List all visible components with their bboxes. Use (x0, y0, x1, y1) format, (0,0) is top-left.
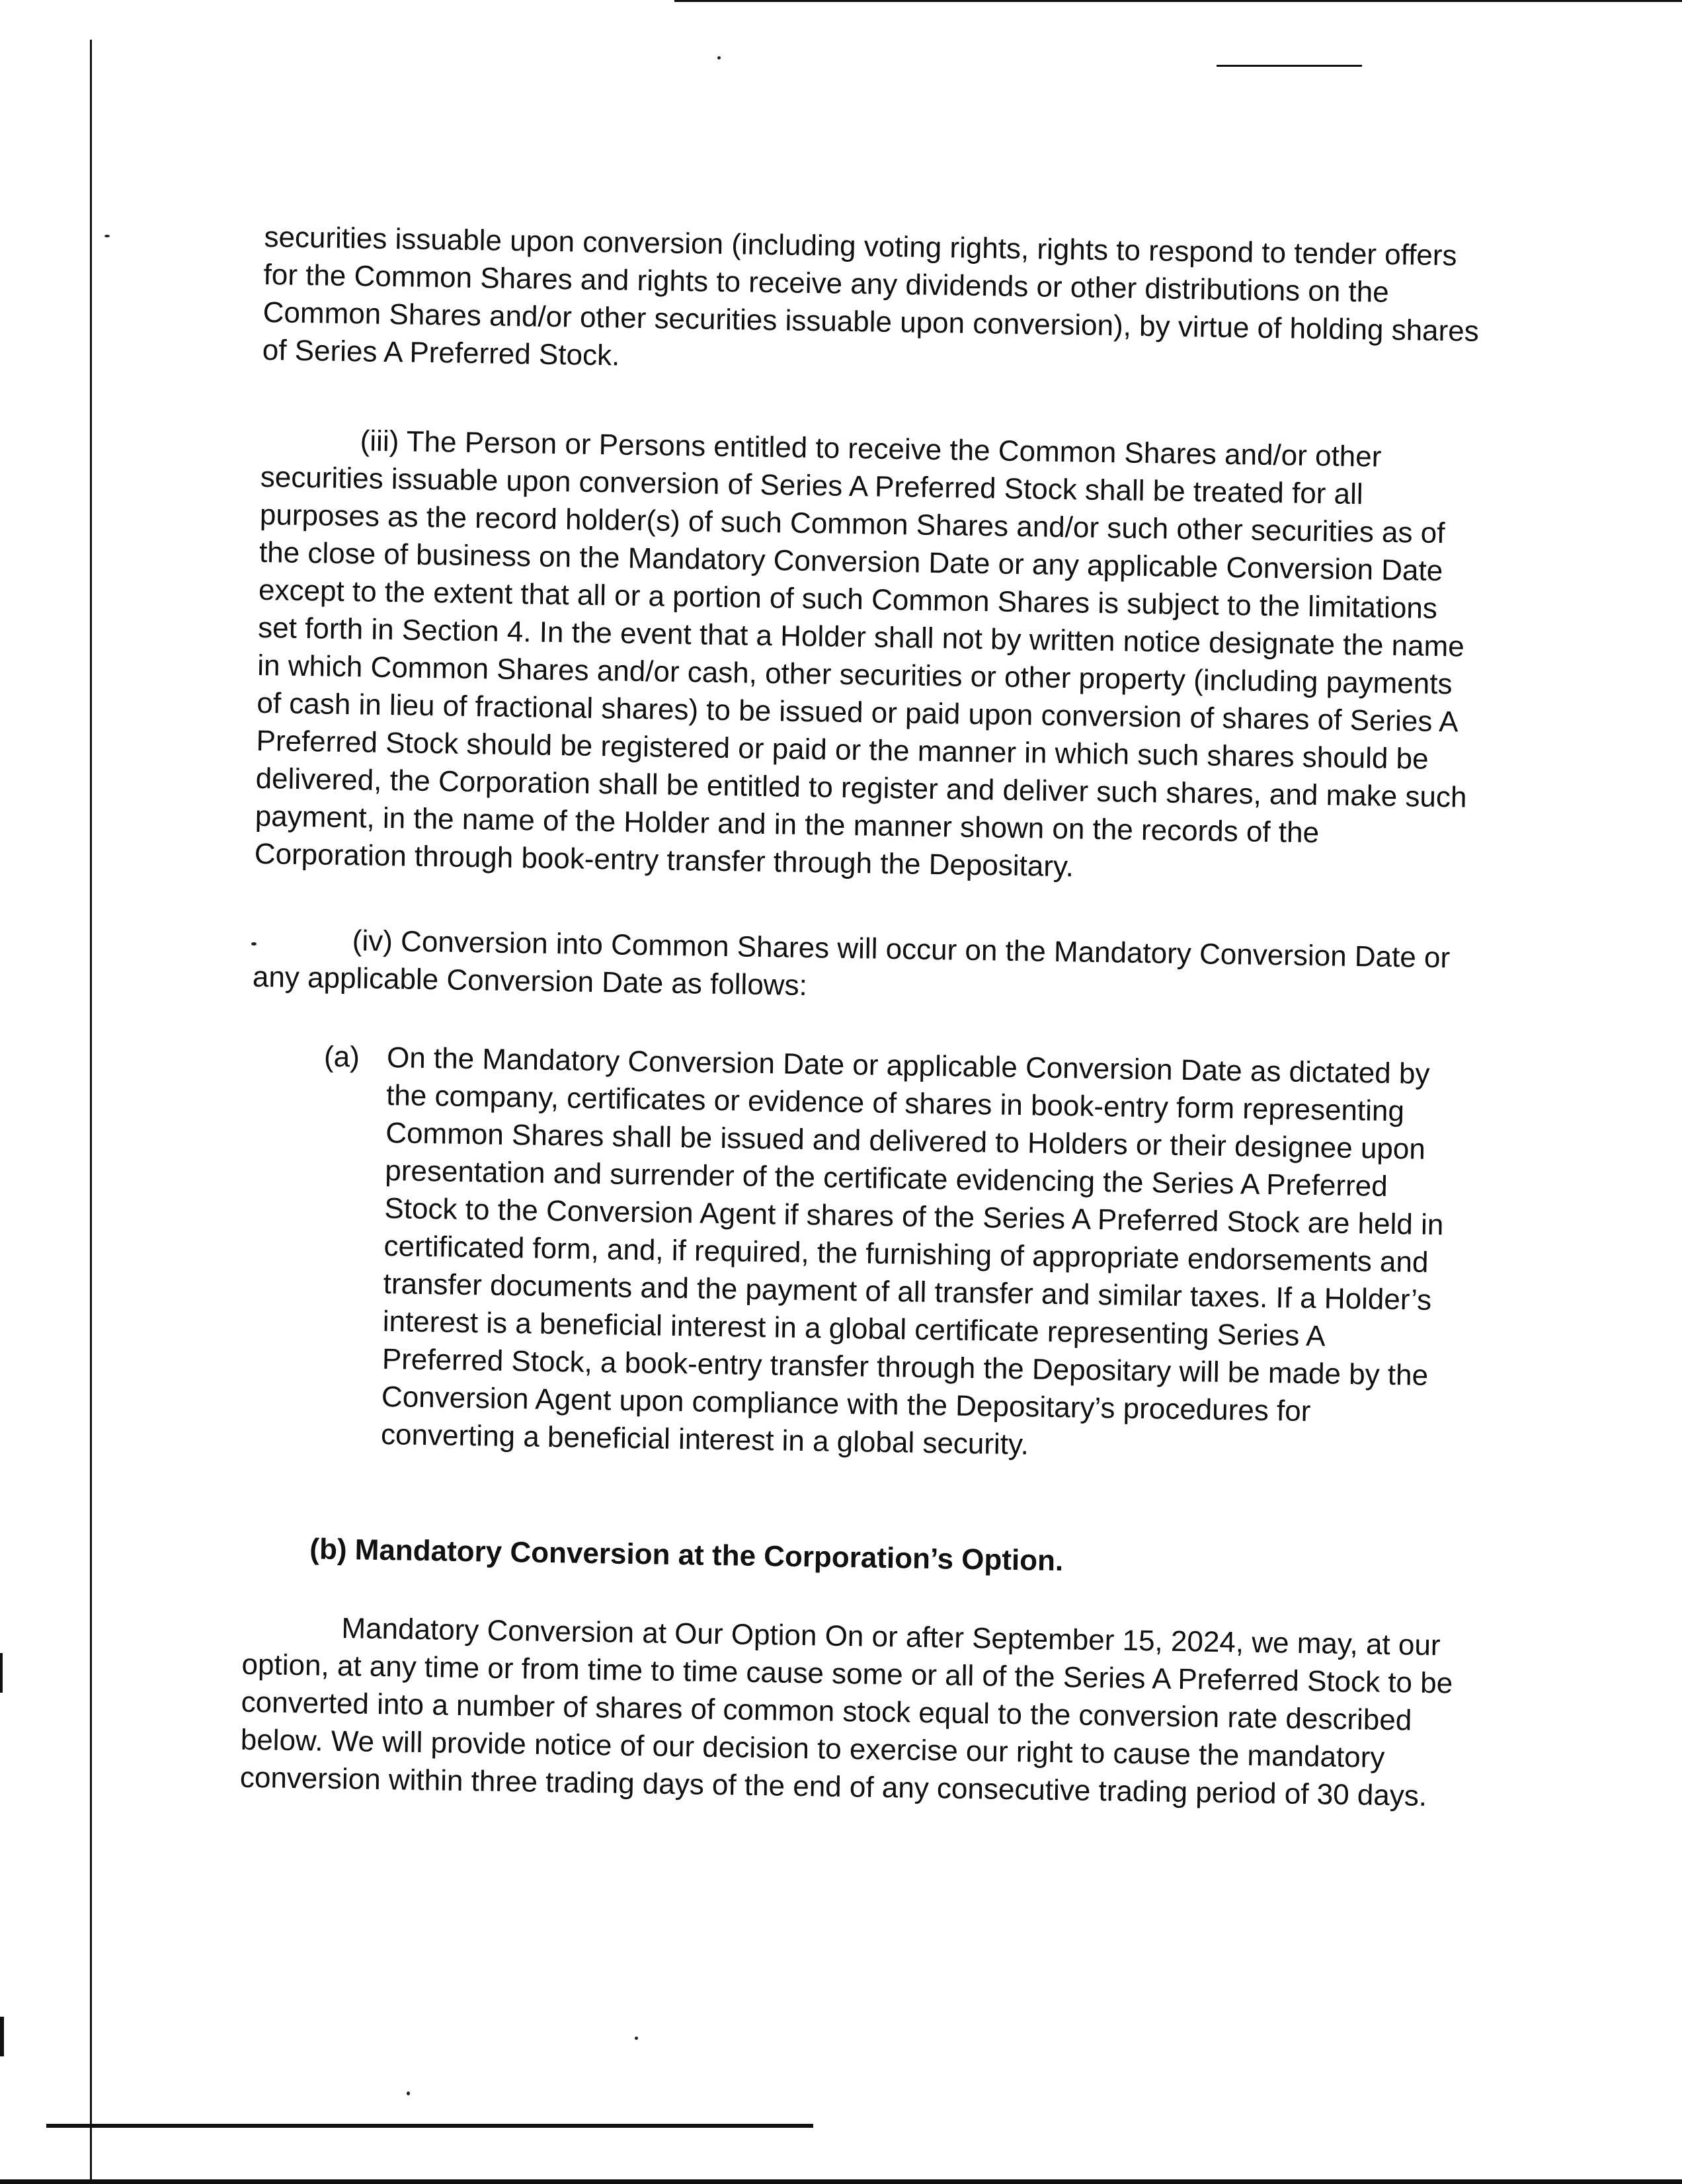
scan-speck (407, 2091, 410, 2095)
continuation-paragraph: securities issuable upon conversion (including voting rights, rights to respond to tender offers for the Common Shares and rights to receive any dividends or other distributions on the Common Shares and/or other securities issuable upon conversion), by virtue of holding shares of Series A Preferred Stock. (262, 220, 1480, 372)
scan-mark-left-2 (0, 2017, 4, 2056)
clause-a-marker: (a) (323, 1040, 360, 1074)
scan-speck (635, 2037, 638, 2040)
scan-edge-bottom (0, 2179, 1682, 2184)
scan-mark-left-1 (0, 1653, 3, 1693)
mandatory-conversion-paragraph: Mandatory Conversion at Our Option On or after September 15, 2024, we may, at our option, at any time or from time to time cause some or all of the Series A Preferred Stock to be converted into a number of shares of common stock equal to the conversion rate described below. We will provide notice of our decision to exercise our right to cause the mandatory conversion within three trading days of the end of any consecutive trading period of 30 days. (239, 1612, 1453, 1812)
scan-edge-top (674, 0, 1682, 2)
clause-iv-paragraph: (iv) Conversion into Common Shares will occur on the Mandatory Conversion Date or any applicable Conversion Date as follows: (252, 924, 1451, 1002)
scan-speck (717, 56, 721, 60)
scan-rule-bottom (46, 2124, 813, 2128)
clause-iii-paragraph: (iii) The Person or Persons entitled to receive the Common Shares and/or other securities issuable upon conversion of Series A Preferred Stock shall be treated for all purposes as the record holder(s) of such Common Shares and/or such other securities as of the close of business on the Mandatory Conversion Date or any applicable Conversion Date except to the extent that all or a portion of such Common Shares is subject to the limitations set forth in Section 4. In the event that a Holder shall not by written notice designate the name in which Common Shares and/or cash, other securities or other property (including payments of cash in lieu of fractional shares) to be issued or paid upon conversion of shares of Series A Preferred Stock should be registered or paid or the manner in which such shares should be delivered, the Corporation shall be entitled to register and deliver such shares, and make such payment, in the name of the Holder and in the manner shown on the records of the Corporation through book-entry transfer through the Depositary. (254, 425, 1467, 883)
scan-edge-left (90, 40, 92, 2184)
section-b-heading: (b) Mandatory Conversion at the Corporation’s Option. (309, 1533, 1064, 1578)
scan-speck (104, 235, 110, 237)
clause-a-item (318, 1038, 1449, 1471)
clause-a-text: On the Mandatory Conversion Date or applicable Conversion Date as dictated by the company, certificates or evidence of shares in book-entry form representing Common Shares shall be issued and delivered to Holders or their designee upon presentation and surrender of the certificate evidencing the Series A Preferred Stock to the Conversion Agent if shares of the Series A Preferred Stock are held in certificated form, and, if required, the furnishing of appropriate endorsements and transfer documents and the payment of all transfer and similar taxes. If a Holder’s interest is a beneficial interest in a global certificate representing Series A Preferred Stock, a book-entry transfer through the Depositary will be made by the Conversion Agent upon compliance with the Depositary’s procedures for converting a beneficial interest in a global security. (380, 1041, 1444, 1461)
scan-dash-top-right (1217, 65, 1362, 67)
document-body (240, 218, 1488, 1816)
